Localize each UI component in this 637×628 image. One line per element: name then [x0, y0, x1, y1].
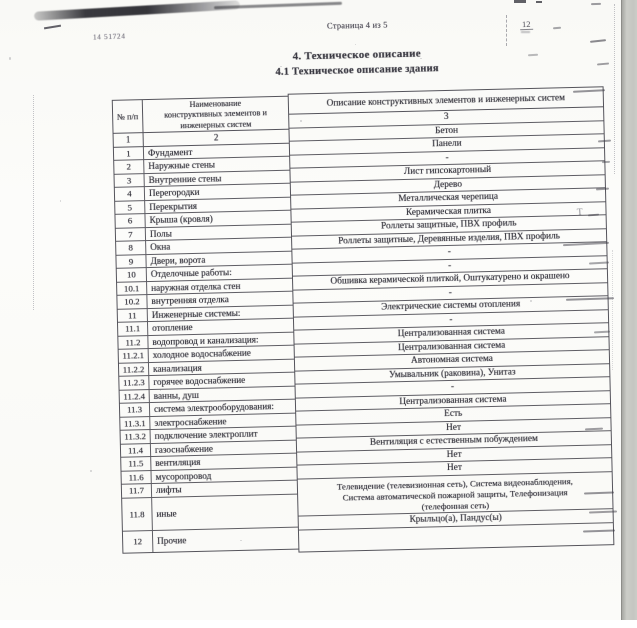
table-rows	[114, 143, 298, 552]
header-name-line: Наименование	[189, 98, 242, 110]
row-number: 11	[118, 309, 148, 322]
row-number: 10.2	[117, 295, 147, 308]
description-cell: Роллеты защитные, ПВХ профиль	[292, 215, 606, 236]
row-name: внутренняя отделка	[151, 294, 229, 307]
row-number: 11.2.1	[119, 349, 149, 362]
description-cell: -	[296, 377, 610, 398]
description-line: (телефонная сеть)	[421, 499, 490, 512]
page-indicator: Страница 4 из 5	[326, 19, 388, 31]
description-cell: -	[293, 283, 607, 304]
description-cell: Есть	[296, 404, 610, 425]
row-number: 11.1	[118, 322, 148, 335]
row-name: наружная отделка стен	[151, 280, 241, 293]
row-name: водопровод и канализация:	[152, 334, 259, 347]
description-cell: -	[292, 242, 606, 263]
row-name: мусоропровод	[155, 470, 212, 482]
handwriting-mark: Т	[576, 207, 584, 219]
column-number: 2	[213, 132, 219, 143]
row-name: вентиляция	[155, 457, 201, 469]
column-number: 1	[114, 133, 144, 146]
row-number: 11.2.4	[120, 390, 150, 403]
description-cell: Обшивка керамической плиткой, Оштукатурено и окрашено	[293, 269, 607, 290]
column-number: 3	[289, 107, 603, 128]
description-cell: Дерево	[291, 175, 605, 196]
description-cell: Крыльцо(а), Пандус(ы)	[299, 509, 613, 530]
faint-stamp: 14 51724	[92, 32, 126, 42]
row-number: 10	[117, 268, 147, 281]
table-left-columns	[112, 96, 299, 554]
description-cell: Централизованная система	[296, 391, 610, 412]
description-cell: Централизованная система	[294, 323, 608, 344]
row-number: 11.7	[122, 484, 152, 497]
row-number: 11.6	[121, 471, 151, 484]
row-name: Наружные стены	[148, 159, 216, 172]
row-name: Прочие	[157, 535, 187, 546]
row-name: Двери, ворота	[150, 254, 206, 266]
row-number: 12	[123, 531, 153, 553]
row-name: Окна	[150, 241, 171, 253]
description-cell: Металлическая черепица	[291, 188, 605, 209]
description-cell: Централизованная система	[295, 337, 609, 358]
row-number: 11.3.2	[121, 430, 151, 443]
row-name: иные	[156, 507, 177, 519]
row-name: газоснабжение	[154, 443, 214, 455]
row-number: 3	[114, 174, 144, 187]
row-name: Перекрытия	[149, 200, 198, 212]
corner-page-mark: 12	[520, 19, 533, 30]
header-name-line: инженерных систем	[180, 119, 252, 131]
header-name-line: конструктивных элементов и	[164, 108, 268, 121]
row-name: отопление	[152, 322, 193, 334]
row-number: 11.4	[121, 444, 151, 457]
row-number: 11.2	[118, 336, 148, 349]
row-name: Отделочные работы:	[150, 267, 232, 280]
row-number: 11.3.1	[120, 417, 150, 430]
description-cell: -	[294, 310, 608, 331]
table-header-row	[113, 97, 289, 134]
row-number: 6	[115, 214, 145, 227]
row-name: электроснабжение	[154, 415, 227, 428]
section-title: 4. Техническое описание	[292, 47, 421, 63]
description-cell: Электрические системы отопления	[294, 296, 608, 317]
header-name	[143, 97, 289, 132]
table-description-column	[288, 86, 615, 552]
description-line: Телевидение (телевизионная сеть), Система видеонаблюдения,	[336, 475, 573, 492]
table-row	[123, 527, 298, 552]
row-name: Фундамент	[147, 146, 193, 158]
description-cell: Бетон	[289, 121, 603, 142]
scanner-edge	[621, 0, 637, 620]
row-number: 11.8	[122, 498, 153, 531]
row-name: подключение электроплит	[154, 428, 258, 442]
row-name: Внутренние стены	[148, 173, 222, 185]
row-name: лифты	[155, 484, 182, 496]
row-number: 5	[115, 201, 145, 214]
description-cell: Вентиляция с естественным побуждением	[297, 431, 611, 452]
header-description: Описание конструктивных элементов и инженерных систем	[289, 87, 603, 114]
row-number: 10.1	[117, 282, 147, 295]
row-number: 1	[114, 147, 144, 160]
row-number: 7	[116, 228, 146, 241]
row-number: 8	[116, 241, 146, 254]
row-name: Перегородки	[148, 187, 200, 199]
description-cell: Роллеты защитные, Деревянные изделия, ПВХ профиль	[292, 229, 606, 250]
description-cell: Нет	[297, 445, 611, 466]
row-name: Полы	[149, 228, 172, 239]
description-cell: Нет	[297, 458, 611, 479]
description-cell: -	[293, 256, 607, 277]
row-number: 11.3	[120, 403, 150, 416]
row-name: Крыша (кровля)	[149, 213, 213, 226]
row-name: система электрооборудования:	[153, 401, 275, 415]
row-number: 2	[114, 160, 144, 173]
description-cell: Автономная система	[295, 350, 609, 371]
header-num: № п/п	[113, 100, 144, 133]
row-name: холодное водоснабжение	[152, 347, 252, 361]
row-name: канализация	[152, 362, 202, 374]
row-number: 11.5	[121, 457, 151, 470]
description-cell: Умывальник (раковина), Унитаз	[295, 364, 609, 385]
description-cell: Керамическая плитка	[291, 202, 605, 223]
description-cell: Нет	[296, 418, 610, 439]
row-name: Инженерные системы:	[151, 307, 241, 320]
description-cell: Панели	[290, 134, 604, 155]
row-name: горячее водоснабжение	[153, 375, 246, 388]
row-number: 11.2.2	[119, 363, 149, 376]
row-name: ванны, душ	[153, 389, 200, 401]
row-number: 9	[116, 255, 146, 268]
subsection-title: 4.1 Техническое описание здания	[275, 63, 439, 78]
description-rows	[289, 121, 613, 551]
row-number: 11.2.3	[119, 376, 149, 389]
description-cell: Лист гипсокартонный	[290, 161, 604, 182]
table-row	[122, 494, 298, 531]
description-line: Система автоматической пожарной защиты, Телефонизация	[342, 486, 568, 503]
description-cell: -	[290, 148, 604, 169]
row-number: 4	[115, 187, 145, 200]
